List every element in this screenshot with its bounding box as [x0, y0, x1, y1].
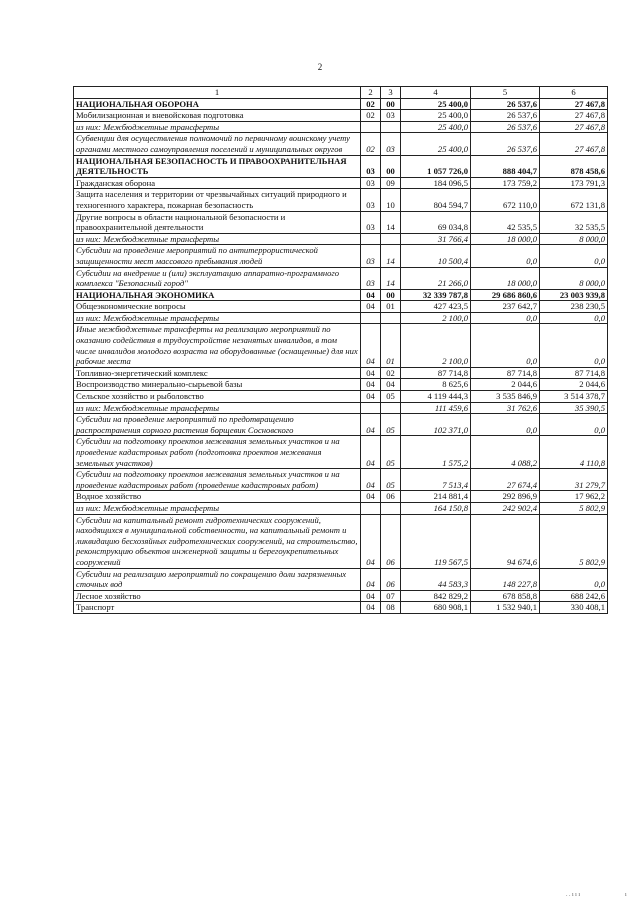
row-section-code-cell: 04 [361, 414, 381, 436]
row-subsection-code-cell: 03 [381, 133, 401, 155]
row-amount-col6-cell: 32 535,5 [540, 211, 608, 233]
row-subsection-code-cell: 05 [381, 469, 401, 491]
row-amount-col4-cell: 102 371,0 [401, 414, 471, 436]
table-row [74, 436, 608, 469]
row-subsection-code-cell [381, 233, 401, 245]
row-subsection-code-cell: 14 [381, 245, 401, 267]
row-amount-col4-cell: 8 625,6 [401, 379, 471, 391]
row-amount-col4-cell: 842 829,2 [401, 590, 471, 602]
row-subsection-code-cell: 00 [381, 155, 401, 177]
row-amount-col4-cell: 25 400,0 [401, 98, 471, 110]
table-row [74, 469, 608, 491]
budget-table [73, 86, 608, 614]
row-amount-col6-cell: 173 791,3 [540, 177, 608, 189]
row-amount-col5-cell: 29 686 860,6 [471, 289, 540, 301]
header-col-6: 6 [540, 87, 608, 99]
row-subsection-code-cell [381, 402, 401, 414]
row-amount-col4-cell: 2 100,0 [401, 312, 471, 324]
row-amount-col6-cell: 8 000,0 [540, 267, 608, 289]
row-section-code-cell: 04 [361, 469, 381, 491]
row-name-cell: из них: Межбюджетные трансферты [74, 233, 361, 245]
row-amount-col4-cell: 214 881,4 [401, 491, 471, 503]
row-name-cell: Субсидии на подготовку проектов межевания земельных участков и на проведение кадастровых работ (проведение кадастровых работ) [74, 469, 361, 491]
row-amount-col6-cell: 35 390,5 [540, 402, 608, 414]
row-amount-col6-cell: 688 242,6 [540, 590, 608, 602]
row-subsection-code-cell: 05 [381, 414, 401, 436]
row-amount-col5-cell: 26 537,6 [471, 121, 540, 133]
row-amount-col5-cell: 237 642,7 [471, 301, 540, 313]
table-row [74, 177, 608, 189]
row-amount-col6-cell: 17 962,2 [540, 491, 608, 503]
row-name-cell: Топливно-энергетический комплекс [74, 367, 361, 379]
row-amount-col4-cell: 1 575,2 [401, 436, 471, 469]
row-amount-col5-cell: 31 762,6 [471, 402, 540, 414]
row-subsection-code-cell: 02 [381, 367, 401, 379]
row-subsection-code-cell: 01 [381, 324, 401, 367]
row-amount-col6-cell: 2 044,6 [540, 379, 608, 391]
row-amount-col5-cell: 2 044,6 [471, 379, 540, 391]
table-row [74, 289, 608, 301]
row-amount-col4-cell: 804 594,7 [401, 189, 471, 211]
row-section-code-cell: 04 [361, 301, 381, 313]
table-row [74, 155, 608, 177]
footer-scan-mark: . . ı ı ı [566, 892, 581, 898]
row-amount-col6-cell: 27 467,8 [540, 133, 608, 155]
table-row [74, 590, 608, 602]
table-row [74, 312, 608, 324]
row-amount-col4-cell: 7 513,4 [401, 469, 471, 491]
row-name-cell: Субсидии на проведение мероприятий по антитеррористической защищенности мест массового пребывания людей [74, 245, 361, 267]
row-amount-col6-cell: 27 467,8 [540, 98, 608, 110]
row-amount-col5-cell: 94 674,6 [471, 514, 540, 568]
row-subsection-code-cell [381, 121, 401, 133]
row-amount-col4-cell: 119 567,5 [401, 514, 471, 568]
table-body [74, 98, 608, 613]
table-row [74, 189, 608, 211]
row-amount-col5-cell: 148 227,8 [471, 568, 540, 590]
row-amount-col4-cell: 680 908,1 [401, 602, 471, 614]
table-row [74, 211, 608, 233]
table-row [74, 133, 608, 155]
row-section-code-cell: 04 [361, 289, 381, 301]
row-section-code-cell: 04 [361, 602, 381, 614]
row-name-cell: Субсидии на проведение мероприятий по предотвращению распространения сорного растения борщевик Сосновского [74, 414, 361, 436]
row-name-cell: из них: Межбюджетные трансферты [74, 312, 361, 324]
table-row [74, 502, 608, 514]
row-amount-col5-cell: 27 674,4 [471, 469, 540, 491]
row-amount-col6-cell: 8 000,0 [540, 233, 608, 245]
row-subsection-code-cell: 01 [381, 301, 401, 313]
row-name-cell: НАЦИОНАЛЬНАЯ БЕЗОПАСНОСТЬ И ПРАВООХРАНИТЕЛЬНАЯ ДЕЯТЕЛЬНОСТЬ [74, 155, 361, 177]
row-section-code-cell: 03 [361, 211, 381, 233]
row-amount-col5-cell: 0,0 [471, 324, 540, 367]
row-name-cell: НАЦИОНАЛЬНАЯ ОБОРОНА [74, 98, 361, 110]
row-name-cell: Субсидии на внедрение и (или) эксплуатацию аппаратно-программного комплекса "Безопасный город" [74, 267, 361, 289]
table-row [74, 379, 608, 391]
header-col-1: 1 [74, 87, 361, 99]
row-subsection-code-cell: 06 [381, 514, 401, 568]
row-name-cell: Субсидии на подготовку проектов межевания земельных участков и на проведение кадастровых работ (подготовка проектов межевания земельных участков) [74, 436, 361, 469]
row-name-cell: Общеэкономические вопросы [74, 301, 361, 313]
row-amount-col5-cell: 3 535 846,9 [471, 391, 540, 403]
row-amount-col6-cell: 0,0 [540, 568, 608, 590]
row-amount-col5-cell: 0,0 [471, 245, 540, 267]
row-amount-col6-cell: 0,0 [540, 312, 608, 324]
row-amount-col5-cell: 18 000,0 [471, 267, 540, 289]
table-row [74, 324, 608, 367]
footer-scan-mark-right: ı [625, 892, 627, 898]
row-section-code-cell: 04 [361, 367, 381, 379]
row-name-cell: Сельское хозяйство и рыболовство [74, 391, 361, 403]
row-name-cell: из них: Межбюджетные трансферты [74, 502, 361, 514]
row-amount-col5-cell: 678 858,8 [471, 590, 540, 602]
row-amount-col5-cell: 87 714,8 [471, 367, 540, 379]
row-subsection-code-cell: 08 [381, 602, 401, 614]
table-row [74, 602, 608, 614]
row-name-cell: Гражданская оборона [74, 177, 361, 189]
row-name-cell: Другие вопросы в области национальной безопасности и правоохранительной деятельности [74, 211, 361, 233]
row-name-cell: Субвенции для осуществления полномочий по первичному воинскому учету органами местного самоуправления поселений и муниципальных округов [74, 133, 361, 155]
row-name-cell: Субсидии на реализацию мероприятий по сокращению доли загрязненных сточных вод [74, 568, 361, 590]
row-section-code-cell: 04 [361, 391, 381, 403]
row-amount-col4-cell: 25 400,0 [401, 110, 471, 122]
row-amount-col5-cell: 26 537,6 [471, 133, 540, 155]
row-amount-col4-cell: 10 500,4 [401, 245, 471, 267]
row-subsection-code-cell: 00 [381, 98, 401, 110]
row-amount-col4-cell: 25 400,0 [401, 133, 471, 155]
row-name-cell: Водное хозяйство [74, 491, 361, 503]
row-subsection-code-cell: 04 [381, 379, 401, 391]
row-name-cell: Субсидии на капитальный ремонт гидротехнических сооружений, находящихся в муниципальной собственности, на капитальный ремонт и ликвидацию бесхозяйных гидротехнических сооружений, на строительство, реконструкцию объектов инженерной защиты и берегоукрепительных сооружений [74, 514, 361, 568]
row-amount-col5-cell: 18 000,0 [471, 233, 540, 245]
row-section-code-cell [361, 312, 381, 324]
row-section-code-cell [361, 121, 381, 133]
row-subsection-code-cell: 06 [381, 491, 401, 503]
row-amount-col4-cell: 427 423,5 [401, 301, 471, 313]
row-subsection-code-cell: 03 [381, 110, 401, 122]
row-amount-col4-cell: 69 034,8 [401, 211, 471, 233]
row-section-code-cell: 04 [361, 436, 381, 469]
row-section-code-cell [361, 233, 381, 245]
row-amount-col6-cell: 23 003 939,8 [540, 289, 608, 301]
table-row [74, 267, 608, 289]
table-header-row [74, 87, 608, 99]
row-subsection-code-cell: 06 [381, 568, 401, 590]
row-section-code-cell: 04 [361, 379, 381, 391]
row-subsection-code-cell: 07 [381, 590, 401, 602]
row-amount-col4-cell: 164 150,8 [401, 502, 471, 514]
row-subsection-code-cell [381, 312, 401, 324]
row-section-code-cell: 03 [361, 155, 381, 177]
row-amount-col6-cell: 0,0 [540, 414, 608, 436]
row-name-cell: Транспорт [74, 602, 361, 614]
table-row [74, 568, 608, 590]
row-section-code-cell: 03 [361, 177, 381, 189]
row-amount-col6-cell: 5 802,9 [540, 514, 608, 568]
row-amount-col4-cell: 2 100,0 [401, 324, 471, 367]
row-amount-col5-cell: 0,0 [471, 414, 540, 436]
row-amount-col5-cell: 1 532 940,1 [471, 602, 540, 614]
row-amount-col4-cell: 31 766,4 [401, 233, 471, 245]
row-amount-col5-cell: 292 896,9 [471, 491, 540, 503]
row-section-code-cell: 04 [361, 324, 381, 367]
table-row [74, 121, 608, 133]
row-name-cell: из них: Межбюджетные трансферты [74, 121, 361, 133]
table-row [74, 414, 608, 436]
row-amount-col4-cell: 4 119 444,3 [401, 391, 471, 403]
row-section-code-cell [361, 402, 381, 414]
row-amount-col5-cell: 0,0 [471, 312, 540, 324]
row-subsection-code-cell: 14 [381, 211, 401, 233]
row-section-code-cell: 03 [361, 245, 381, 267]
row-subsection-code-cell: 09 [381, 177, 401, 189]
row-section-code-cell: 02 [361, 98, 381, 110]
row-section-code-cell: 03 [361, 189, 381, 211]
table-row [74, 110, 608, 122]
row-amount-col6-cell: 31 279,7 [540, 469, 608, 491]
row-section-code-cell: 04 [361, 491, 381, 503]
row-subsection-code-cell: 00 [381, 289, 401, 301]
row-amount-col5-cell: 888 404,7 [471, 155, 540, 177]
table-row [74, 402, 608, 414]
row-amount-col6-cell: 87 714,8 [540, 367, 608, 379]
row-amount-col6-cell: 238 230,5 [540, 301, 608, 313]
row-section-code-cell [361, 502, 381, 514]
row-section-code-cell: 03 [361, 267, 381, 289]
row-subsection-code-cell: 14 [381, 267, 401, 289]
row-subsection-code-cell: 05 [381, 391, 401, 403]
row-section-code-cell: 02 [361, 133, 381, 155]
row-name-cell: Защита населения и территории от чрезвычайных ситуаций природного и техногенного характера, пожарная безопасность [74, 189, 361, 211]
row-amount-col6-cell: 672 131,8 [540, 189, 608, 211]
table-row [74, 514, 608, 568]
row-amount-col6-cell: 0,0 [540, 245, 608, 267]
row-amount-col5-cell: 26 537,6 [471, 98, 540, 110]
row-amount-col4-cell: 87 714,8 [401, 367, 471, 379]
row-subsection-code-cell: 05 [381, 436, 401, 469]
table-row [74, 367, 608, 379]
row-amount-col6-cell: 3 514 378,7 [540, 391, 608, 403]
row-amount-col6-cell: 878 458,6 [540, 155, 608, 177]
row-section-code-cell: 04 [361, 514, 381, 568]
table-row [74, 391, 608, 403]
header-col-5: 5 [471, 87, 540, 99]
header-col-4: 4 [401, 87, 471, 99]
row-amount-col4-cell: 25 400,0 [401, 121, 471, 133]
row-amount-col6-cell: 5 802,9 [540, 502, 608, 514]
table-row [74, 245, 608, 267]
row-amount-col5-cell: 26 537,6 [471, 110, 540, 122]
row-amount-col4-cell: 32 339 787,8 [401, 289, 471, 301]
row-amount-col4-cell: 1 057 726,0 [401, 155, 471, 177]
row-subsection-code-cell [381, 502, 401, 514]
table-row [74, 301, 608, 313]
header-col-3: 3 [381, 87, 401, 99]
table-row [74, 98, 608, 110]
page-number: 2 [317, 62, 323, 72]
row-amount-col5-cell: 4 088,2 [471, 436, 540, 469]
row-section-code-cell: 04 [361, 590, 381, 602]
row-subsection-code-cell: 10 [381, 189, 401, 211]
row-amount-col4-cell: 184 096,5 [401, 177, 471, 189]
row-amount-col5-cell: 672 110,0 [471, 189, 540, 211]
row-amount-col5-cell: 42 535,5 [471, 211, 540, 233]
row-amount-col6-cell: 4 110,8 [540, 436, 608, 469]
row-section-code-cell: 04 [361, 568, 381, 590]
row-section-code-cell: 02 [361, 110, 381, 122]
table-row [74, 491, 608, 503]
row-name-cell: Иные межбюджетные трансферты на реализацию мероприятий по оказанию содействия в трудоустройстве незанятых инвалидов, в том числе инвалидов молодого возраста на оборудованные (оснащенные) для них рабочие места [74, 324, 361, 367]
row-name-cell: НАЦИОНАЛЬНАЯ ЭКОНОМИКА [74, 289, 361, 301]
header-col-2: 2 [361, 87, 381, 99]
row-amount-col6-cell: 27 467,8 [540, 121, 608, 133]
row-amount-col6-cell: 27 467,8 [540, 110, 608, 122]
row-amount-col4-cell: 44 583,3 [401, 568, 471, 590]
row-amount-col5-cell: 242 902,4 [471, 502, 540, 514]
row-name-cell: Воспроизводство минерально-сырьевой базы [74, 379, 361, 391]
row-amount-col6-cell: 0,0 [540, 324, 608, 367]
row-amount-col4-cell: 21 266,0 [401, 267, 471, 289]
table-row [74, 233, 608, 245]
row-amount-col6-cell: 330 408,1 [540, 602, 608, 614]
row-amount-col4-cell: 111 459,6 [401, 402, 471, 414]
row-name-cell: Лесное хозяйство [74, 590, 361, 602]
row-name-cell: Мобилизационная и вневойсковая подготовка [74, 110, 361, 122]
row-amount-col5-cell: 173 759,2 [471, 177, 540, 189]
row-name-cell: из них: Межбюджетные трансферты [74, 402, 361, 414]
